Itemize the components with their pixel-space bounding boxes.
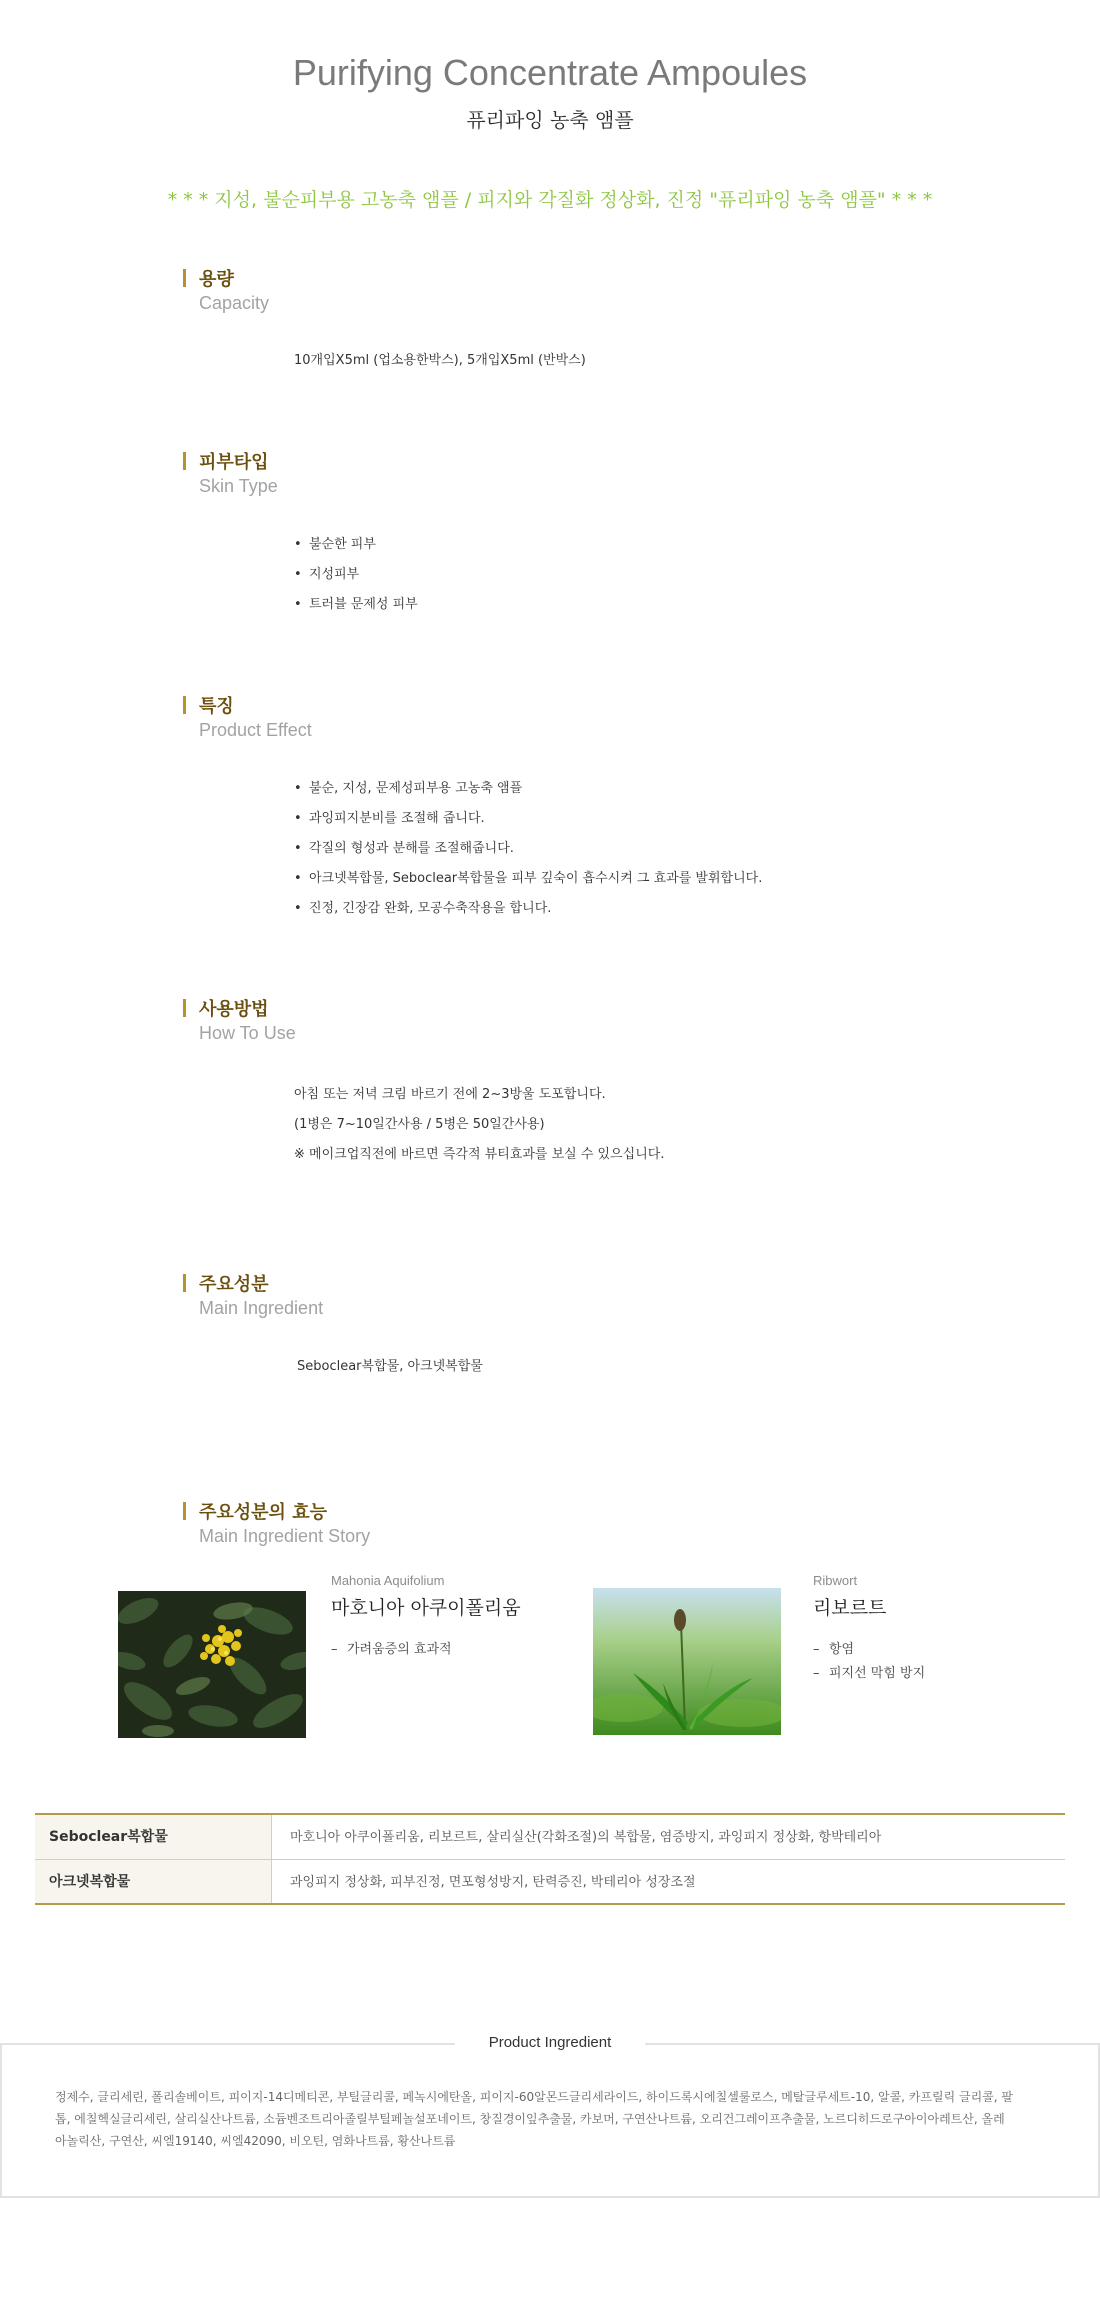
section-title-kr: 주요성분 — [199, 1274, 269, 1295]
product-ingredient-text: 정제수, 글리세린, 폴리솔베이트, 피이지-14디메티콘, 부틸글리콜, 페녹시에탄올, 피이지-60알몬드글리세라이드, 하이드록시에칠셀룰로스, 메탈글루세트-10, 알콜, 카프릴릭 글리콜, 팔톱, 에칠헥실글리세린, 살리실산나트륨, 소듐벤조트리아졸릴부틸페놀설포네이트, 창질경이잎추출물, 카보머, 구연산나트륨, 오리건그레이프추출물, 노르디히드로구아이아레트산, 올레아놀릭산, 구연산, 씨엘19140, 씨엘42090, 비오틴, 염화나트륨, 황산나트륨 — [55, 2090, 1013, 2148]
section-marker — [183, 1502, 186, 1520]
how-to-use-line: ※ 메이크업직전에 바르면 즉각적 뷰티효과를 보실 수 있으십니다. — [294, 1147, 665, 1162]
section-title-kr: 사용방법 — [199, 999, 269, 1020]
ingredient-point-text: 가려움증의 효과적 — [347, 1642, 452, 1657]
section-title-en: How To Use — [199, 1023, 296, 1043]
ingredient-name-en: Mahonia Aquifolium — [331, 1573, 445, 1588]
section-marker — [183, 1274, 186, 1292]
table-row — [35, 1815, 1065, 1860]
ingredient-points — [331, 1640, 452, 1664]
main-ingredient-text: Seboclear복합물, 아크넷복합물 — [297, 1359, 483, 1374]
how-to-use-line: 아침 또는 저녁 크림 바르기 전에 2~3방울 도포합니다. — [294, 1087, 606, 1102]
section-title-kr: 특징 — [199, 696, 234, 717]
section-title-kr: 주요성분의 효능 — [199, 1502, 327, 1523]
ingredient-point: – 항염 — [813, 1642, 855, 1657]
product-effect-list — [294, 779, 762, 929]
ribwort-image — [593, 1588, 781, 1735]
list-item: • 트러블 문제성 피부 — [294, 595, 418, 625]
section-marker — [183, 999, 186, 1017]
section-marker — [183, 696, 186, 714]
section-title-en: Main Ingredient — [199, 1298, 324, 1318]
ingredient-name-kr: 리보르트 — [813, 1597, 887, 1619]
table-row — [35, 1860, 1065, 1905]
ingredient-name-en: Ribwort — [813, 1573, 858, 1588]
table-cell-name: 아크넷복합물 — [35, 1860, 272, 1903]
product-ingredient-title: Product Ingredient — [455, 2033, 645, 2053]
product-tagline: * * * 지성, 불순피부용 고농축 앰플 / 피지와 각질화 정상화, 진정 "퓨리파잉 농축 앰플" * * * — [167, 189, 933, 211]
ingredient-point-text: 항염 — [829, 1642, 855, 1657]
page-title: Purifying Concentrate Ampoules — [292, 52, 808, 93]
section-title-en: Product Effect — [199, 720, 312, 740]
ingredient-name-kr: 마호니아 아쿠이폴리움 — [331, 1597, 521, 1619]
list-item: • 아크넷복합물, Seboclear복합물을 피부 깊숙이 흡수시켜 그 효과를 발휘합니다. — [294, 869, 762, 899]
how-to-use-text — [294, 1085, 664, 1175]
ingredient-effects-table — [35, 1813, 1065, 1905]
section-title-en: Capacity — [199, 293, 270, 313]
section-title-en: Main Ingredient Story — [199, 1526, 371, 1546]
ingredient-point: – 피지선 막힘 방지 — [813, 1666, 926, 1681]
mahonia-image — [118, 1591, 306, 1738]
list-item: • 지성피부 — [294, 565, 418, 595]
list-item: • 과잉피지분비를 조절해 줍니다. — [294, 809, 762, 839]
section-marker — [183, 452, 186, 470]
section-title-kr: 용량 — [199, 269, 234, 290]
list-item: • 불순한 피부 — [294, 535, 418, 565]
capacity-text: 10개입X5ml (업소용한박스), 5개입X5ml (반박스) — [294, 353, 586, 368]
section-marker — [183, 269, 186, 287]
table-cell-name: Seboclear복합물 — [35, 1815, 272, 1859]
section-title-kr: 피부타입 — [199, 452, 269, 473]
table-cell-description: 과잉피지 정상화, 피부진정, 면포형성방지, 탄력증진, 박테리아 성장조절 — [290, 1875, 696, 1890]
list-item: • 불순, 지성, 문제성피부용 고농축 앰플 — [294, 779, 762, 809]
table-cell-description: 마호니아 아쿠이폴리움, 리보르트, 살리실산(각화조절)의 복합물, 염증방지, 과잉피지 정상화, 항박테리아 — [290, 1830, 882, 1845]
page-subtitle: 퓨리파잉 농축 앰플 — [466, 108, 634, 132]
how-to-use-line: (1병은 7~10일간사용 / 5병은 50일간사용) — [294, 1117, 545, 1132]
skin-type-list — [294, 535, 418, 625]
ingredient-points — [813, 1640, 925, 1688]
section-title-en: Skin Type — [199, 476, 278, 496]
list-item: • 진정, 긴장감 완화, 모공수축작용을 합니다. — [294, 899, 762, 929]
ingredient-point: – 가려움증의 효과적 — [331, 1642, 452, 1657]
list-item: • 각질의 형성과 분해를 조절해줍니다. — [294, 839, 762, 869]
ingredient-point-text: 피지선 막힘 방지 — [829, 1666, 926, 1681]
